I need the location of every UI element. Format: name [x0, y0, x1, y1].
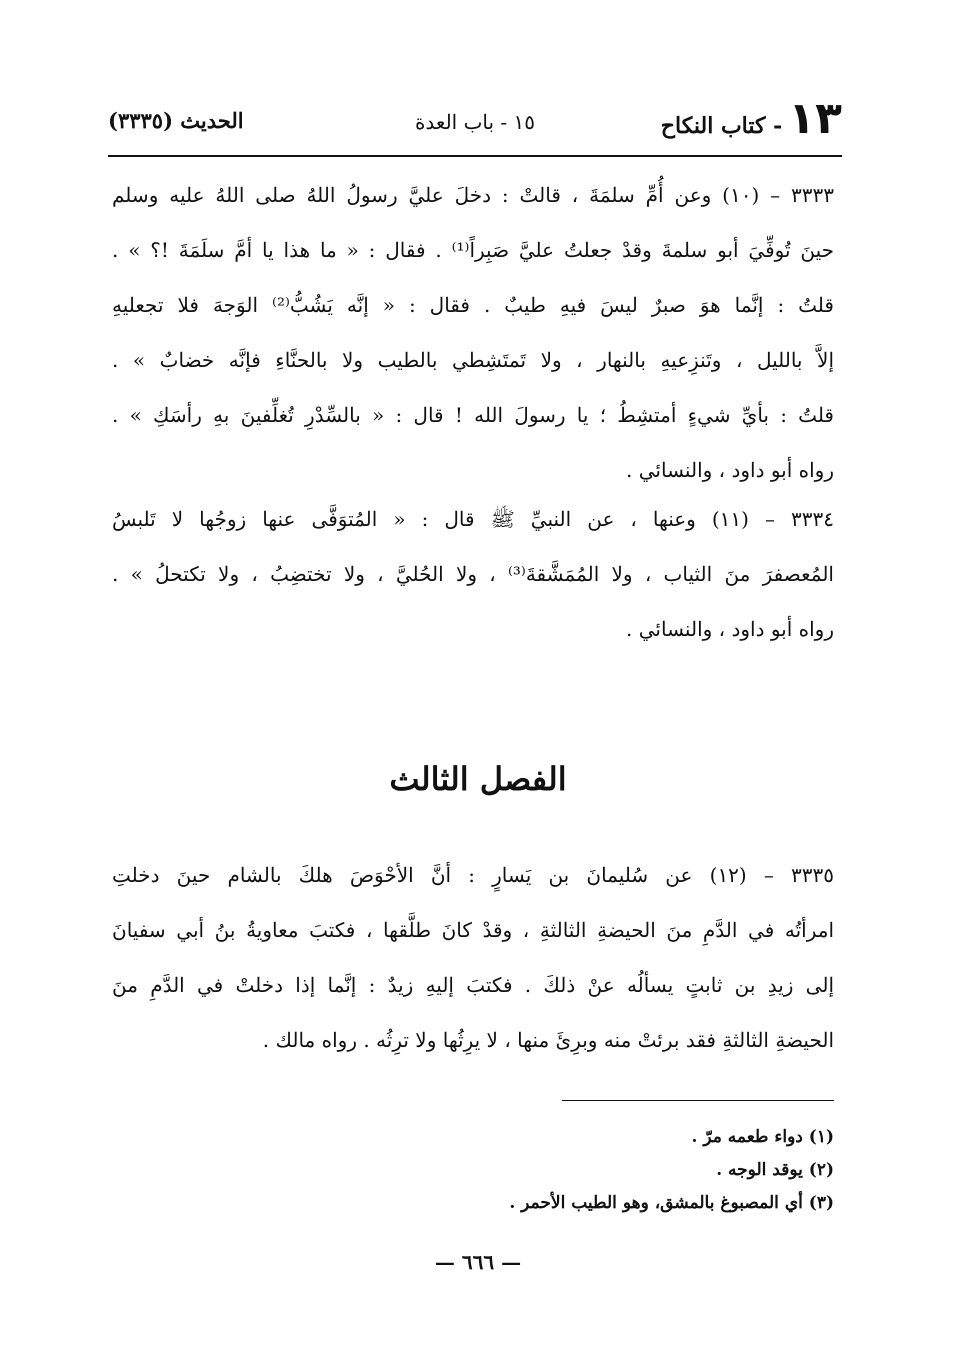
hadith-3333	[112, 168, 834, 498]
section-heading: ١٥ - باب العدة	[414, 110, 536, 134]
text-line: ٣٣٣٤ – (١١) وعنها ، عن النبيِّ ﷺ قال : « المُتوَفَّى عنها زوجُها لا تَلبسُ	[112, 507, 834, 531]
hadith-range: الحديث (٣٣٣٥)	[108, 108, 244, 133]
text-line: المُعصفرَ منَ الثياب ، ولا المُمَشَّقةَ⁽³⁾ ، ولا الحُليَّ ، ولا تختضِبُ ، ولا تكتحلُ » .	[112, 562, 834, 586]
text-line: امرأتُه في الدَّمِ منَ الحيضةِ الثالثةِ ، وقدْ كانَ طلَّقها ، فكتبَ معاويةُ بنُ أبي سفيانَ	[112, 918, 834, 942]
page-number: — ٦٦٦ —	[434, 1250, 522, 1274]
text-line: قلتُ : بأيِّ شيءٍ أمتشِطُ ؛ يا رسولَ الله ! قال : « بالسِّدْرِ تُغلِّفينَ بهِ رأسَكِ » .	[112, 403, 834, 427]
footnote: (٣) أي المصبوغ بالمشق، وهو الطيب الأحمر .	[509, 1193, 834, 1213]
header-rule	[108, 155, 842, 157]
text-line: ٣٣٣٣ – (١٠) وعن أُمِّ سلمَةَ ، قالتْ : دخلَ عليَّ رسولُ اللهُ صلى اللهُ عليه وسلم	[112, 183, 834, 207]
text-line: الحيضةِ الثالثةِ فقد برئتْ منه وبرِئَ منها ، لا يرِثُها ولا ترِثُه . رواه مالك .	[262, 1028, 834, 1052]
footnote-rule	[562, 1100, 834, 1101]
chapter-number: ١٣	[788, 93, 842, 144]
text-line: إلى زيدِ بن ثابتٍ يسألُه عنْ ذلكَ . فكتبَ إليهِ زيدٌ : إنَّما إذا دخلتْ في الدَّمِ منَ	[112, 973, 835, 997]
text-line: رواه أبو داود ، والنسائي .	[626, 617, 834, 641]
chapter-title: - كتاب النكاح	[660, 113, 783, 139]
text-line: قلتُ : إنَّما هوَ صبرٌ ليسَ فيهِ طيبٌ . فقال : « إنَّه يَشُبُّ⁽²⁾ الوَجهَ فلا تجعليهِ	[112, 293, 834, 317]
section-title: الفصل الثالث	[389, 760, 567, 798]
text-line: ٣٣٣٥ – (١٢) عن سُليمانَ بن يَسارٍ : أنَّ الأحْوَصَ هلكَ بالشام حينَ دخلتِ	[112, 863, 834, 887]
hadith-3334	[112, 492, 834, 657]
footnote: (١) دواء طعمه مرّ .	[691, 1127, 834, 1147]
page-header	[108, 92, 842, 154]
hadith-3335	[112, 848, 834, 1068]
text-line: حينَ تُوفِّيَ أبو سلمةَ وقدْ جعلتُ عليَّ صَبِراً⁽¹⁾ . فقال : « ما هذا يا أمَّ سلَمَةَ !؟ » .	[112, 238, 834, 262]
text-line: رواه أبو داود ، والنسائي .	[626, 458, 834, 482]
text-line: إلاَّ بالليل ، وتَنزِعيهِ بالنهار ، ولا تَمتَشِطي بالطيب ولا بالحنَّاءِ فإنَّه خضابٌ » .	[112, 348, 834, 372]
footnote: (٢) يوقد الوجه .	[716, 1160, 834, 1180]
footnotes	[509, 1121, 834, 1220]
